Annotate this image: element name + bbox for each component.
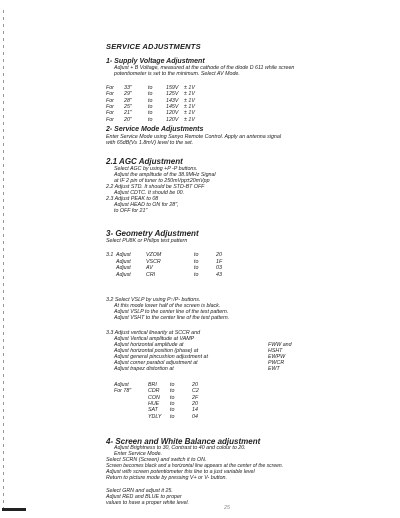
s33-right-3: EWPW bbox=[268, 354, 286, 360]
geometry-row-param: CRI bbox=[146, 271, 156, 278]
s4-line-3: Select SCRN (Screen) and switch it to ON. bbox=[106, 457, 207, 463]
voltage-row-to: to bbox=[148, 116, 153, 123]
picture-row-param: CDR bbox=[148, 388, 160, 395]
picture-row-param: BRI bbox=[148, 382, 157, 388]
s4-line-2: Enter Service Mode. bbox=[114, 451, 162, 457]
s4-line-1: Adjust Brightness to 30, Contrast to 40 and colour to 20. bbox=[114, 445, 246, 451]
margin-bar bbox=[2, 508, 26, 511]
agc-line-7: Adjust HEAD to ON for 28", bbox=[114, 202, 179, 208]
picture-row-param: SAT bbox=[148, 407, 158, 414]
voltage-row-tolerance: ± 1V bbox=[184, 110, 195, 117]
voltage-row-size: 33" bbox=[124, 85, 132, 91]
section-2-text-2: with 65dB(V≥ 1.8mV) level to the set. bbox=[106, 140, 194, 146]
voltage-row-tolerance: ± 1V bbox=[184, 85, 195, 91]
agc-line-5: Adjust CDTC. It should be 00. bbox=[114, 190, 185, 196]
tint-label-for: For 78" bbox=[114, 388, 132, 394]
voltage-row-for: For bbox=[106, 110, 114, 117]
picture-row-param: YDLY bbox=[148, 413, 162, 420]
s33-right-1: FWW and bbox=[268, 342, 292, 348]
geometry-row-adjust: Adjust bbox=[116, 252, 131, 258]
picture-row-value: C2 bbox=[192, 388, 199, 395]
picture-row-value: 04 bbox=[192, 413, 198, 420]
picture-row-value: 20 bbox=[192, 400, 198, 407]
voltage-row-value: 120V bbox=[166, 110, 179, 117]
picture-row-to: to bbox=[170, 388, 175, 395]
voltage-row-for: For bbox=[106, 116, 114, 123]
agc-line-8: to OFF for 21" bbox=[114, 208, 148, 214]
s33-line-5: Adjust general pincushion adjustment at bbox=[114, 354, 208, 360]
picture-row-value: 20 bbox=[192, 382, 198, 388]
s4-line-5: Adjust with screen potentiometer this line to a just variable level bbox=[106, 469, 255, 475]
agc-line-3: at IF 2 pin of tuner to 250mVpp±20mVpp bbox=[114, 178, 210, 184]
geometry-row-adjust: Adjust bbox=[116, 265, 131, 271]
geometry-row-to: to bbox=[194, 252, 199, 258]
agc-line-4: 2.2 Adjust STD. It should be STD-BT OFF bbox=[106, 184, 205, 190]
s33-line-7: Adjust trapez distortion at bbox=[114, 366, 174, 372]
s4-line-7: Select GRN and adjust it 25. bbox=[106, 488, 173, 494]
margin-dash-line bbox=[3, 10, 4, 510]
picture-row-param: CON bbox=[148, 394, 160, 401]
voltage-row-to: to bbox=[148, 97, 153, 104]
tint-label-adjust: Adjust bbox=[114, 382, 129, 388]
geometry-row-to: to bbox=[194, 265, 199, 271]
voltage-row-size: 28" bbox=[124, 97, 132, 104]
picture-row-param: HUE bbox=[148, 400, 160, 407]
picture-row-value: 2F bbox=[192, 394, 199, 401]
voltage-row-size: 20" bbox=[124, 116, 132, 123]
page-title: SERVICE ADJUSTMENTS bbox=[106, 42, 201, 51]
s32-line-4: Adjust VSHT to the center line of the test pattern. bbox=[114, 315, 230, 321]
section-2-1-heading: 2.1 AGC Adjustment bbox=[106, 157, 183, 166]
geometry-row-number: 3.1 bbox=[106, 252, 114, 258]
picture-row-to: to bbox=[170, 400, 175, 407]
geometry-row-param: AV bbox=[146, 265, 153, 271]
voltage-row-value: 125V bbox=[166, 91, 179, 98]
voltage-row-for: For bbox=[106, 91, 114, 98]
geometry-row-value: 1F bbox=[216, 258, 223, 265]
geometry-row-value: 20 bbox=[216, 252, 222, 258]
voltage-row-value: 159V bbox=[166, 85, 179, 91]
s32-line-1: 3.2 Select VSLP by using P↑/P- buttons. bbox=[106, 297, 201, 303]
voltage-row-value: 145V bbox=[166, 103, 179, 110]
section-2-text-1: Enter Service Mode using Sanyo Remote Control. Apply an antenna signal bbox=[106, 134, 281, 140]
voltage-row-value: 120V bbox=[166, 116, 179, 123]
voltage-row-to: to bbox=[148, 110, 153, 117]
voltage-row-to: to bbox=[148, 103, 153, 110]
geometry-row-value: 43 bbox=[216, 271, 222, 278]
section-3-subtitle: Select PU8K or Philips test pattern bbox=[106, 238, 188, 244]
s4-line-9: values to have a proper white level. bbox=[106, 500, 190, 506]
voltage-row-size: 25" bbox=[124, 103, 132, 110]
s33-line-4: Adjust horizontal position (phase) at bbox=[114, 348, 199, 354]
geometry-row-to: to bbox=[194, 258, 199, 265]
agc-line-2: Adjust the amplitude of the 38.9MHz Signal bbox=[114, 172, 216, 178]
picture-row-to: to bbox=[170, 413, 175, 420]
section-4-heading: 4- Screen and White Balance adjustment bbox=[106, 437, 261, 446]
voltage-row-for: For bbox=[106, 97, 114, 104]
geometry-row-param: VSCR bbox=[146, 258, 161, 265]
geometry-row-to: to bbox=[194, 271, 199, 278]
voltage-row-tolerance: ± 1V bbox=[184, 91, 195, 98]
page-number: 25 bbox=[224, 505, 230, 511]
s4-line-6: Return to picture mode by pressing V+ or V- button. bbox=[106, 475, 227, 481]
section-1-heading: 1- Supply Voltage Adjustment bbox=[106, 58, 205, 65]
geometry-row-param: VZOM bbox=[146, 252, 162, 258]
s33-line-1: 3.3 Adjust vertical linearity at SCCR and bbox=[106, 330, 201, 336]
s4-line-8: Adjust RED and BLUE to proper bbox=[106, 494, 182, 500]
s33-line-6: Adjust corner parabol adjustment at bbox=[114, 360, 198, 366]
s32-line-2: At this mode lower half of the screen is black. bbox=[114, 303, 221, 309]
s33-right-4: PWCR bbox=[268, 360, 285, 366]
voltage-row-tolerance: ± 1V bbox=[184, 103, 195, 110]
voltage-row-tolerance: ± 1V bbox=[184, 116, 195, 123]
voltage-row-for: For bbox=[106, 103, 114, 110]
s32-line-3: Adjust VSLP to the center line of the test pattern. bbox=[114, 309, 229, 315]
geometry-row-adjust: Adjust bbox=[116, 258, 131, 265]
section-1-text-1: Adjust + B Voltage, measured at the cathode of the diode D 611 while screen bbox=[114, 65, 295, 71]
picture-row-value: 14 bbox=[192, 407, 198, 414]
s33-right-2: HSHT bbox=[268, 348, 283, 354]
picture-row-to: to bbox=[170, 407, 175, 414]
voltage-row-tolerance: ± 1V bbox=[184, 97, 195, 104]
voltage-row-value: 143V bbox=[166, 97, 179, 104]
agc-line-1: Select AGC by using +P -P buttons. bbox=[114, 166, 198, 172]
section-2-heading: 2- Service Mode Adjustments bbox=[106, 126, 204, 133]
s33-line-2: Adjust Vertical amplitude at VAMP bbox=[114, 336, 195, 342]
agc-line-6: 2.3 Adjust PEAK to 08 bbox=[106, 196, 159, 202]
geometry-row-adjust: Adjust bbox=[116, 271, 131, 278]
voltage-row-size: 21" bbox=[124, 110, 132, 117]
section-1-text-2: potentiometer is set to the minimum. Select AV Mode. bbox=[114, 71, 240, 77]
voltage-row-for: For bbox=[106, 85, 114, 91]
voltage-row-to: to bbox=[148, 85, 153, 91]
section-3-heading: 3- Geometry Adjustment bbox=[106, 229, 199, 238]
voltage-row-size: 29" bbox=[124, 91, 132, 98]
s4-line-4: Screen becomes black and a horizontal line appears at the center of the screen. bbox=[106, 463, 284, 469]
geometry-row-value: 03 bbox=[216, 265, 222, 271]
picture-row-to: to bbox=[170, 394, 175, 401]
picture-row-to: to bbox=[170, 382, 175, 388]
s33-right-5: EWT bbox=[268, 366, 280, 372]
s33-line-3: Adjust horizontal amplitude at bbox=[114, 342, 184, 348]
voltage-row-to: to bbox=[148, 91, 153, 98]
